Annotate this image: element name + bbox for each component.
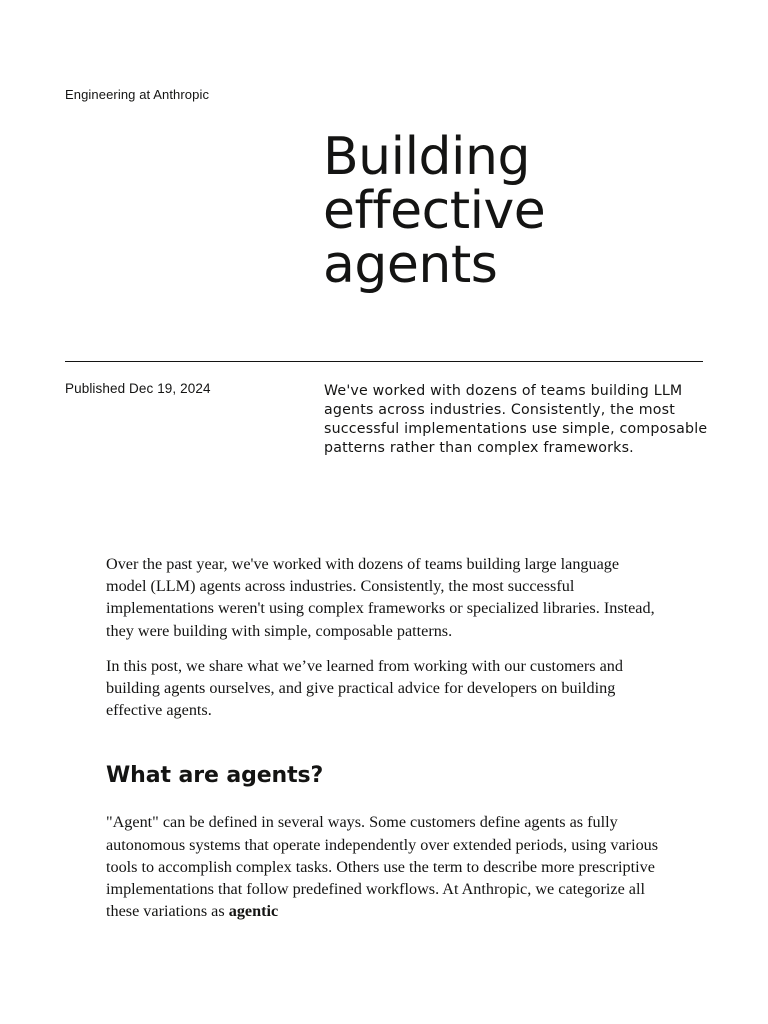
- section-paragraph-text: "Agent" can be defined in several ways. Some customers define agents as fully autonomous systems that operate independently over extended periods, using various tools to accomplish complex tasks. Others use the term to describe more prescriptive implementations that follow predefined workflows. At Anthropic, we categorize all these variations as: [106, 813, 659, 921]
- intro-paragraph: Over the past year, we've worked with dozens of teams building large language model (LLM) agents across industries. Consistently, the most successful implementations weren't using complex frameworks or specialized libraries. Instead, they were building with simple, composable patterns.: [106, 555, 655, 640]
- article-body: [106, 553, 662, 935]
- page-title: [323, 127, 723, 295]
- published-date: Published Dec 19, 2024: [65, 381, 211, 396]
- section-heading-what-are-agents: What are agents?: [106, 763, 324, 789]
- brand-link[interactable]: Engineering at Anthropic: [65, 87, 210, 102]
- page-title-line: agents: [323, 235, 498, 295]
- emphasis-agentic: agentic: [228, 902, 279, 921]
- header-divider: [65, 361, 703, 362]
- article-summary: We've worked with dozens of teams building LLM agents across industries. Consistently, the most successful implementations use simple, composable patterns rather than complex frameworks.: [324, 383, 708, 456]
- intro-paragraph: In this post, we share what we’ve learned from working with our customers and building agents ourselves, and give practical advice for developers on building effective agents.: [106, 656, 623, 720]
- page-title-line: effective: [323, 181, 546, 241]
- page-title-line: Building: [323, 127, 530, 187]
- section-paragraph: [106, 811, 662, 922]
